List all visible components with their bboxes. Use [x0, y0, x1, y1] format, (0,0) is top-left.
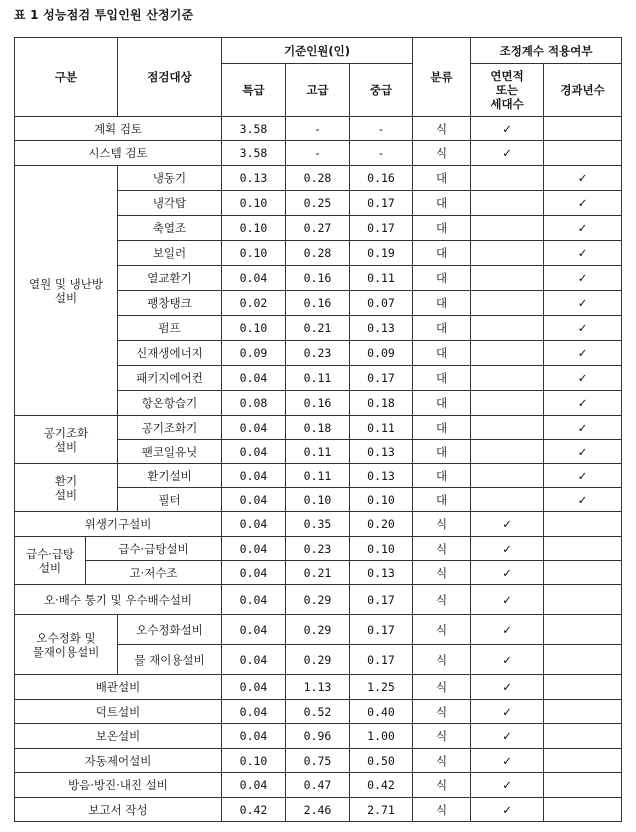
cell-mid: 0.17 — [350, 366, 413, 391]
header-adjust: 조정계수 적용여부 — [471, 38, 622, 64]
cell-area — [471, 241, 544, 266]
cell-special: 0.04 — [222, 615, 286, 645]
check-years-icon: ✓ — [544, 266, 622, 291]
check-years-icon: ✓ — [544, 440, 622, 464]
cell-years — [544, 512, 622, 537]
cell-area — [471, 416, 544, 440]
check-area-icon: ✓ — [471, 724, 544, 749]
cell-high: 0.16 — [286, 291, 350, 316]
table-row — [15, 585, 622, 615]
cell-special: 0.04 — [222, 366, 286, 391]
cell-special: 3.58 — [222, 141, 286, 166]
check-years-icon: ✓ — [544, 191, 622, 216]
cell-type: 대 — [413, 440, 471, 464]
row-name: 고·저수조 — [86, 561, 222, 585]
cell-type: 대 — [413, 266, 471, 291]
row-name: 오·배수 통기 및 우수배수설비 — [15, 585, 222, 615]
cell-type: 대 — [413, 488, 471, 512]
table-row — [15, 724, 622, 749]
personnel-table — [14, 37, 622, 822]
group-label-line: 오수정화 및 — [36, 630, 96, 645]
cell-type: 식 — [413, 585, 471, 615]
cell-special: 0.04 — [222, 675, 286, 700]
cell-type: 식 — [413, 724, 471, 749]
cell-mid: 0.11 — [350, 416, 413, 440]
cell-area — [471, 366, 544, 391]
cell-type: 식 — [413, 117, 471, 141]
cell-mid: 0.18 — [350, 391, 413, 416]
cell-high: 0.29 — [286, 615, 350, 645]
cell-mid: 0.17 — [350, 585, 413, 615]
cell-mid: 0.13 — [350, 464, 413, 488]
cell-special: 0.04 — [222, 561, 286, 585]
cell-type: 대 — [413, 166, 471, 191]
check-years-icon: ✓ — [544, 241, 622, 266]
cell-special: 0.10 — [222, 316, 286, 341]
cell-type: 대 — [413, 464, 471, 488]
row-name: 팽창탱크 — [118, 291, 222, 316]
cell-special: 0.04 — [222, 645, 286, 675]
cell-special: 0.04 — [222, 537, 286, 561]
table-row — [15, 117, 622, 141]
row-name: 오수정화설비 — [118, 615, 222, 645]
cell-mid: 0.17 — [350, 216, 413, 241]
group-label-line: 물재이용설비 — [32, 644, 100, 659]
cell-special: 0.04 — [222, 266, 286, 291]
cell-high: 0.47 — [286, 773, 350, 798]
cell-special: 0.42 — [222, 798, 286, 822]
header-row — [15, 38, 622, 64]
check-area-icon: ✓ — [471, 537, 544, 561]
cell-years — [544, 585, 622, 615]
check-years-icon: ✓ — [544, 464, 622, 488]
check-area-icon: ✓ — [471, 561, 544, 585]
cell-years — [544, 675, 622, 700]
cell-years — [544, 615, 622, 645]
cell-years — [544, 773, 622, 798]
group-heat-cooling — [15, 166, 118, 416]
row-name: 보고서 작성 — [15, 798, 222, 822]
check-area-icon: ✓ — [471, 615, 544, 645]
cell-type: 대 — [413, 316, 471, 341]
row-name: 패키지에어컨 — [118, 366, 222, 391]
check-area-icon: ✓ — [471, 117, 544, 141]
row-name: 펌프 — [118, 316, 222, 341]
check-area-icon: ✓ — [471, 585, 544, 615]
cell-years — [544, 561, 622, 585]
row-name: 급수·급탕설비 — [86, 537, 222, 561]
cell-special: 0.10 — [222, 191, 286, 216]
cell-special: 0.04 — [222, 773, 286, 798]
cell-area — [471, 488, 544, 512]
row-name: 항온항습기 — [118, 391, 222, 416]
row-name: 필터 — [118, 488, 222, 512]
cell-special: 0.04 — [222, 585, 286, 615]
cell-mid: - — [350, 117, 413, 141]
cell-special: 0.09 — [222, 341, 286, 366]
header-adjust-area — [471, 64, 544, 117]
cell-special: 0.13 — [222, 166, 286, 191]
cell-type: 식 — [413, 561, 471, 585]
check-years-icon: ✓ — [544, 416, 622, 440]
header-target: 점검대상 — [118, 38, 222, 117]
cell-mid: 0.13 — [350, 561, 413, 585]
cell-high: 0.16 — [286, 391, 350, 416]
check-area-icon: ✓ — [471, 141, 544, 166]
cell-mid: 0.16 — [350, 166, 413, 191]
table-row — [15, 537, 622, 561]
cell-high: 0.35 — [286, 512, 350, 537]
cell-type: 대 — [413, 291, 471, 316]
cell-special: 0.04 — [222, 512, 286, 537]
cell-area — [471, 216, 544, 241]
cell-mid: 0.11 — [350, 266, 413, 291]
cell-special: 0.04 — [222, 464, 286, 488]
row-name: 시스템 검토 — [15, 141, 222, 166]
row-name: 보온설비 — [15, 724, 222, 749]
header-category: 구분 — [15, 38, 118, 117]
row-name: 보일러 — [118, 241, 222, 266]
header-unit-type: 분류 — [413, 38, 471, 117]
group-label-line: 설비 — [54, 439, 78, 454]
row-name: 열교환기 — [118, 266, 222, 291]
check-years-icon: ✓ — [544, 316, 622, 341]
cell-type: 식 — [413, 537, 471, 561]
cell-type: 대 — [413, 191, 471, 216]
cell-special: 0.04 — [222, 724, 286, 749]
cell-area — [471, 440, 544, 464]
row-name: 축열조 — [118, 216, 222, 241]
cell-high: 0.11 — [286, 440, 350, 464]
row-name: 방음·방진·내진 설비 — [15, 773, 222, 798]
cell-high: 0.28 — [286, 166, 350, 191]
table-row — [15, 512, 622, 537]
header-adjust-area-line: 연면적 — [490, 69, 524, 83]
cell-high: 0.23 — [286, 537, 350, 561]
row-name: 신재생에너지 — [118, 341, 222, 366]
cell-type: 대 — [413, 416, 471, 440]
cell-type: 식 — [413, 773, 471, 798]
cell-mid: 0.10 — [350, 488, 413, 512]
cell-years — [544, 537, 622, 561]
cell-mid: 1.25 — [350, 675, 413, 700]
group-water-supply — [15, 537, 86, 585]
row-name: 덕트설비 — [15, 700, 222, 724]
group-label-line: 설비 — [54, 290, 78, 305]
cell-mid: 0.09 — [350, 341, 413, 366]
cell-area — [471, 316, 544, 341]
cell-high: - — [286, 117, 350, 141]
check-years-icon: ✓ — [544, 366, 622, 391]
cell-high: 0.25 — [286, 191, 350, 216]
cell-high: 1.13 — [286, 675, 350, 700]
cell-mid: 0.40 — [350, 700, 413, 724]
cell-area — [471, 464, 544, 488]
cell-mid: 0.19 — [350, 241, 413, 266]
cell-special: 0.10 — [222, 216, 286, 241]
cell-high: 0.96 — [286, 724, 350, 749]
group-air-conditioning — [15, 416, 118, 464]
cell-high: 0.23 — [286, 341, 350, 366]
cell-mid: 0.10 — [350, 537, 413, 561]
check-area-icon: ✓ — [471, 675, 544, 700]
cell-mid: 0.42 — [350, 773, 413, 798]
table-title: 표 1 성능점검 투입인원 산정기준 — [14, 8, 194, 22]
cell-type: 식 — [413, 645, 471, 675]
cell-special: 0.08 — [222, 391, 286, 416]
row-name: 배관설비 — [15, 675, 222, 700]
cell-years — [544, 749, 622, 773]
cell-type: 대 — [413, 216, 471, 241]
table-row — [15, 561, 622, 585]
cell-high: 0.18 — [286, 416, 350, 440]
cell-years — [544, 798, 622, 822]
cell-type: 식 — [413, 615, 471, 645]
cell-mid: 0.13 — [350, 316, 413, 341]
header-grade-high: 고급 — [286, 64, 350, 117]
row-name: 냉동기 — [118, 166, 222, 191]
check-area-icon: ✓ — [471, 798, 544, 822]
table-row — [15, 166, 622, 191]
cell-mid: 1.00 — [350, 724, 413, 749]
cell-years — [544, 645, 622, 675]
group-label-line: 설비 — [54, 487, 78, 502]
cell-high: - — [286, 141, 350, 166]
cell-area — [471, 191, 544, 216]
cell-high: 0.21 — [286, 561, 350, 585]
cell-special: 0.02 — [222, 291, 286, 316]
check-area-icon: ✓ — [471, 645, 544, 675]
table-row — [15, 615, 622, 645]
cell-mid: 0.50 — [350, 749, 413, 773]
cell-special: 0.04 — [222, 416, 286, 440]
cell-special: 0.04 — [222, 440, 286, 464]
cell-mid: 0.17 — [350, 615, 413, 645]
check-years-icon: ✓ — [544, 166, 622, 191]
row-name: 위생기구설비 — [15, 512, 222, 537]
check-area-icon: ✓ — [471, 773, 544, 798]
cell-type: 식 — [413, 512, 471, 537]
cell-high: 0.29 — [286, 645, 350, 675]
cell-years — [544, 724, 622, 749]
header-adjust-area-line: 세대수 — [490, 97, 524, 111]
cell-high: 0.29 — [286, 585, 350, 615]
group-label-line: 설비 — [38, 560, 62, 575]
table-row — [15, 749, 622, 773]
cell-high: 2.46 — [286, 798, 350, 822]
check-area-icon: ✓ — [471, 512, 544, 537]
cell-high: 0.10 — [286, 488, 350, 512]
cell-special: 0.10 — [222, 241, 286, 266]
header-grade-mid: 중급 — [350, 64, 413, 117]
cell-area — [471, 166, 544, 191]
check-area-icon: ✓ — [471, 749, 544, 773]
cell-type: 대 — [413, 341, 471, 366]
check-area-icon: ✓ — [471, 700, 544, 724]
check-years-icon: ✓ — [544, 391, 622, 416]
cell-high: 0.11 — [286, 464, 350, 488]
cell-high: 0.11 — [286, 366, 350, 391]
cell-type: 식 — [413, 700, 471, 724]
row-name: 물 재이용설비 — [118, 645, 222, 675]
cell-mid: - — [350, 141, 413, 166]
cell-mid: 0.17 — [350, 645, 413, 675]
cell-type: 식 — [413, 141, 471, 166]
cell-type: 대 — [413, 391, 471, 416]
group-label-line: 열원 및 냉난방 — [29, 276, 103, 291]
table-row — [15, 464, 622, 488]
row-name: 팬코일유닛 — [118, 440, 222, 464]
header-grade-special: 특급 — [222, 64, 286, 117]
table-row — [15, 700, 622, 724]
cell-high: 0.21 — [286, 316, 350, 341]
row-name: 냉각탑 — [118, 191, 222, 216]
group-ventilation — [15, 464, 118, 512]
header-adjust-area-line: 또는 — [495, 83, 519, 97]
cell-years — [544, 700, 622, 724]
check-years-icon: ✓ — [544, 488, 622, 512]
header-personnel: 기준인원(인) — [222, 38, 413, 64]
check-years-icon: ✓ — [544, 216, 622, 241]
cell-area — [471, 391, 544, 416]
cell-years — [544, 141, 622, 166]
table-row — [15, 798, 622, 822]
cell-high: 0.75 — [286, 749, 350, 773]
table-row — [15, 416, 622, 440]
cell-mid: 0.07 — [350, 291, 413, 316]
cell-high: 0.28 — [286, 241, 350, 266]
group-label-line: 환기 — [54, 473, 78, 488]
cell-type: 식 — [413, 675, 471, 700]
table-row — [15, 141, 622, 166]
cell-area — [471, 291, 544, 316]
table-row — [15, 675, 622, 700]
cell-special: 0.10 — [222, 749, 286, 773]
row-name: 환기설비 — [118, 464, 222, 488]
cell-mid: 0.17 — [350, 191, 413, 216]
table-row — [15, 773, 622, 798]
check-years-icon: ✓ — [544, 341, 622, 366]
cell-years — [544, 117, 622, 141]
cell-area — [471, 341, 544, 366]
cell-high: 0.52 — [286, 700, 350, 724]
row-name: 계획 검토 — [15, 117, 222, 141]
cell-special: 0.04 — [222, 488, 286, 512]
cell-mid: 2.71 — [350, 798, 413, 822]
group-sewage-reuse — [15, 615, 118, 675]
group-label-line: 공기조화 — [43, 425, 89, 440]
cell-mid: 0.13 — [350, 440, 413, 464]
cell-special: 3.58 — [222, 117, 286, 141]
cell-type: 대 — [413, 241, 471, 266]
cell-high: 0.27 — [286, 216, 350, 241]
group-label-line: 급수·급탕 — [25, 546, 75, 561]
cell-type: 식 — [413, 798, 471, 822]
cell-high: 0.16 — [286, 266, 350, 291]
cell-mid: 0.20 — [350, 512, 413, 537]
cell-area — [471, 266, 544, 291]
check-years-icon: ✓ — [544, 291, 622, 316]
cell-type: 식 — [413, 749, 471, 773]
header-adjust-years: 경과년수 — [544, 64, 622, 117]
row-name: 자동제어설비 — [15, 749, 222, 773]
cell-special: 0.04 — [222, 700, 286, 724]
cell-type: 대 — [413, 366, 471, 391]
row-name: 공기조화기 — [118, 416, 222, 440]
